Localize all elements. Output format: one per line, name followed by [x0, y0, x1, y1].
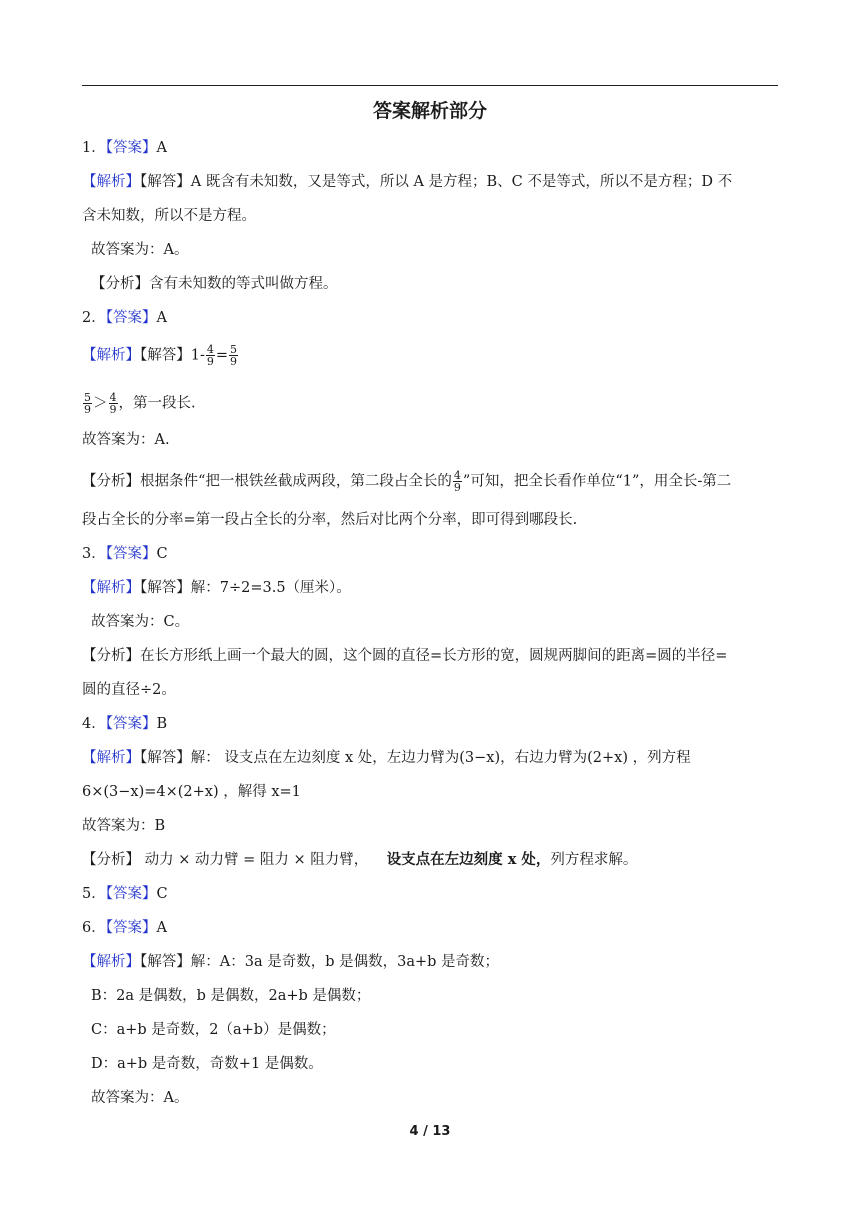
q4-solution-line-2: 6×(3−x)=4×(2+x) ，解得 x=1 — [82, 784, 301, 800]
q4-answer: B — [156, 716, 168, 732]
q1-solution-text-1: A 既含有未知数，又是等式，所以 A 是方程；B、C 不是等式，所以不是方程；D 不 — [190, 174, 733, 190]
answer-label: 【答案】 — [105, 886, 157, 902]
q2-compare-line — [82, 392, 196, 415]
q5-number: 5． — [82, 886, 106, 902]
q2-gt: ＞ — [93, 395, 108, 412]
q2-analysis-part1: 根据条件“把一根铁丝截成两段，第二段占全长的 — [140, 473, 452, 490]
jiexi-label: 【解析】 — [82, 174, 140, 190]
fenxi-label: 【分析】 — [82, 473, 140, 490]
answer-label: 【答案】 — [105, 140, 157, 156]
q3-solution — [82, 578, 351, 598]
q2-calc-line — [82, 344, 239, 367]
jiexi-label: 【解析】 — [82, 347, 140, 364]
fraction: $\frac{4}{9}$ — [453, 469, 461, 494]
q6-conclusion: 故答案为：A。 — [91, 1090, 189, 1106]
q4-analysis — [82, 850, 637, 870]
fraction: $\frac{4}{9}$ — [109, 391, 117, 416]
q4-analysis-bold: 设支点在左边刻度 x 处， — [386, 851, 551, 868]
q3-answer-line — [82, 544, 168, 564]
jieda-label: 【解答】 — [140, 347, 191, 364]
q2-answer: A — [156, 310, 167, 326]
jiexi-label: 【解析】 — [82, 750, 140, 766]
q2-number: 2． — [82, 310, 106, 326]
q2-compare-suffix: ，第一段长. — [118, 395, 196, 412]
q3-analysis-line-1 — [82, 646, 727, 666]
q2-analysis-line-2: 段占全长的分率=第一段占全长的分率，然后对比两个分率，即可得到哪段长. — [82, 512, 578, 528]
q6-answer: A — [156, 920, 167, 936]
q2-answer-line — [82, 308, 167, 328]
q6-solution-line-c: C：a+b 是奇数，2（a+b）是偶数； — [91, 1022, 336, 1038]
q6-solution-line-a — [82, 952, 499, 972]
page-number: 4 / 13 — [409, 1124, 451, 1139]
q6-number: 6． — [82, 920, 106, 936]
fraction: $\frac{4}{9}$ — [206, 343, 214, 368]
q2-calc-prefix: 1- — [190, 347, 205, 364]
q2-analysis-part2: ”可知，把全长看作单位“1”，用全长-第二 — [462, 473, 732, 490]
q2-conclusion: 故答案为：A. — [82, 432, 170, 448]
header-rule — [82, 85, 778, 86]
jieda-label: 【解答】 — [140, 954, 191, 970]
fenxi-label: 【分析】 — [82, 852, 140, 868]
q3-answer: C — [156, 546, 168, 562]
q4-solution-line-1 — [82, 748, 691, 768]
q5-answer-line — [82, 884, 168, 904]
jieda-label: 【解答】 — [140, 750, 191, 766]
q1-solution-line-2: 含未知数，所以不是方程。 — [82, 208, 256, 224]
fraction: $\frac{5}{9}$ — [230, 343, 238, 368]
answer-label: 【答案】 — [105, 716, 157, 732]
jiexi-label: 【解析】 — [82, 954, 140, 970]
q3-analysis-line-2: 圆的直径÷2。 — [82, 682, 176, 698]
q6-answer-line — [82, 918, 167, 938]
answer-label: 【答案】 — [105, 920, 157, 936]
answer-label: 【答案】 — [105, 310, 157, 326]
q3-analysis-text-1: 在长方形纸上画一个最大的圆，这个圆的直径=长方形的宽，圆规两脚间的距离=圆的半径= — [140, 648, 728, 664]
fenxi-label: 【分析】 — [82, 648, 140, 664]
q2-analysis-line-1 — [82, 470, 731, 493]
q6-solution-line-d: D：a+b 是奇数，奇数+1 是偶数。 — [91, 1056, 323, 1072]
q1-analysis-text: 含有未知数的等式叫做方程。 — [149, 276, 338, 292]
q3-number: 3． — [82, 546, 106, 562]
jieda-label: 【解答】 — [140, 580, 191, 596]
answer-label: 【答案】 — [105, 546, 157, 562]
page-title: 答案解析部分 — [372, 100, 487, 122]
q4-conclusion: 故答案为：B — [82, 818, 166, 834]
q3-conclusion: 故答案为：C。 — [91, 614, 190, 630]
q4-solution-text-1: 解： 设支点在左边刻度 x 处，左边力臂为(3−x)，右边力臂为(2+x) ，列方程 — [190, 750, 691, 766]
q4-analysis-a: 动力 × 动力臂 = 阻力 × 阻力臂， — [140, 852, 387, 868]
jiexi-label: 【解析】 — [82, 580, 140, 596]
q4-answer-line — [82, 714, 167, 734]
jieda-label: 【解答】 — [140, 174, 191, 190]
fenxi-label: 【分析】 — [91, 276, 149, 292]
q1-number: 1． — [82, 140, 106, 156]
q1-answer: A — [156, 140, 167, 156]
q5-answer: C — [156, 886, 168, 902]
q6-solution-line-b: B：2a 是偶数，b 是偶数，2a+b 是偶数； — [91, 988, 371, 1004]
q1-answer-line — [82, 138, 167, 158]
q4-number: 4． — [82, 716, 106, 732]
q1-solution-line-1 — [82, 172, 732, 192]
q6-line-a: 解：A：3a 是奇数，b 是偶数，3a+b 是奇数； — [190, 954, 500, 970]
q3-solution-text: 解：7÷2=3.5（厘米）。 — [190, 580, 351, 596]
q1-analysis — [91, 274, 338, 294]
q2-eq: = — [215, 347, 229, 364]
fraction: $\frac{5}{9}$ — [84, 391, 91, 416]
q4-analysis-b: 列方程求解。 — [550, 852, 638, 868]
q1-conclusion: 故答案为：A。 — [91, 242, 189, 258]
